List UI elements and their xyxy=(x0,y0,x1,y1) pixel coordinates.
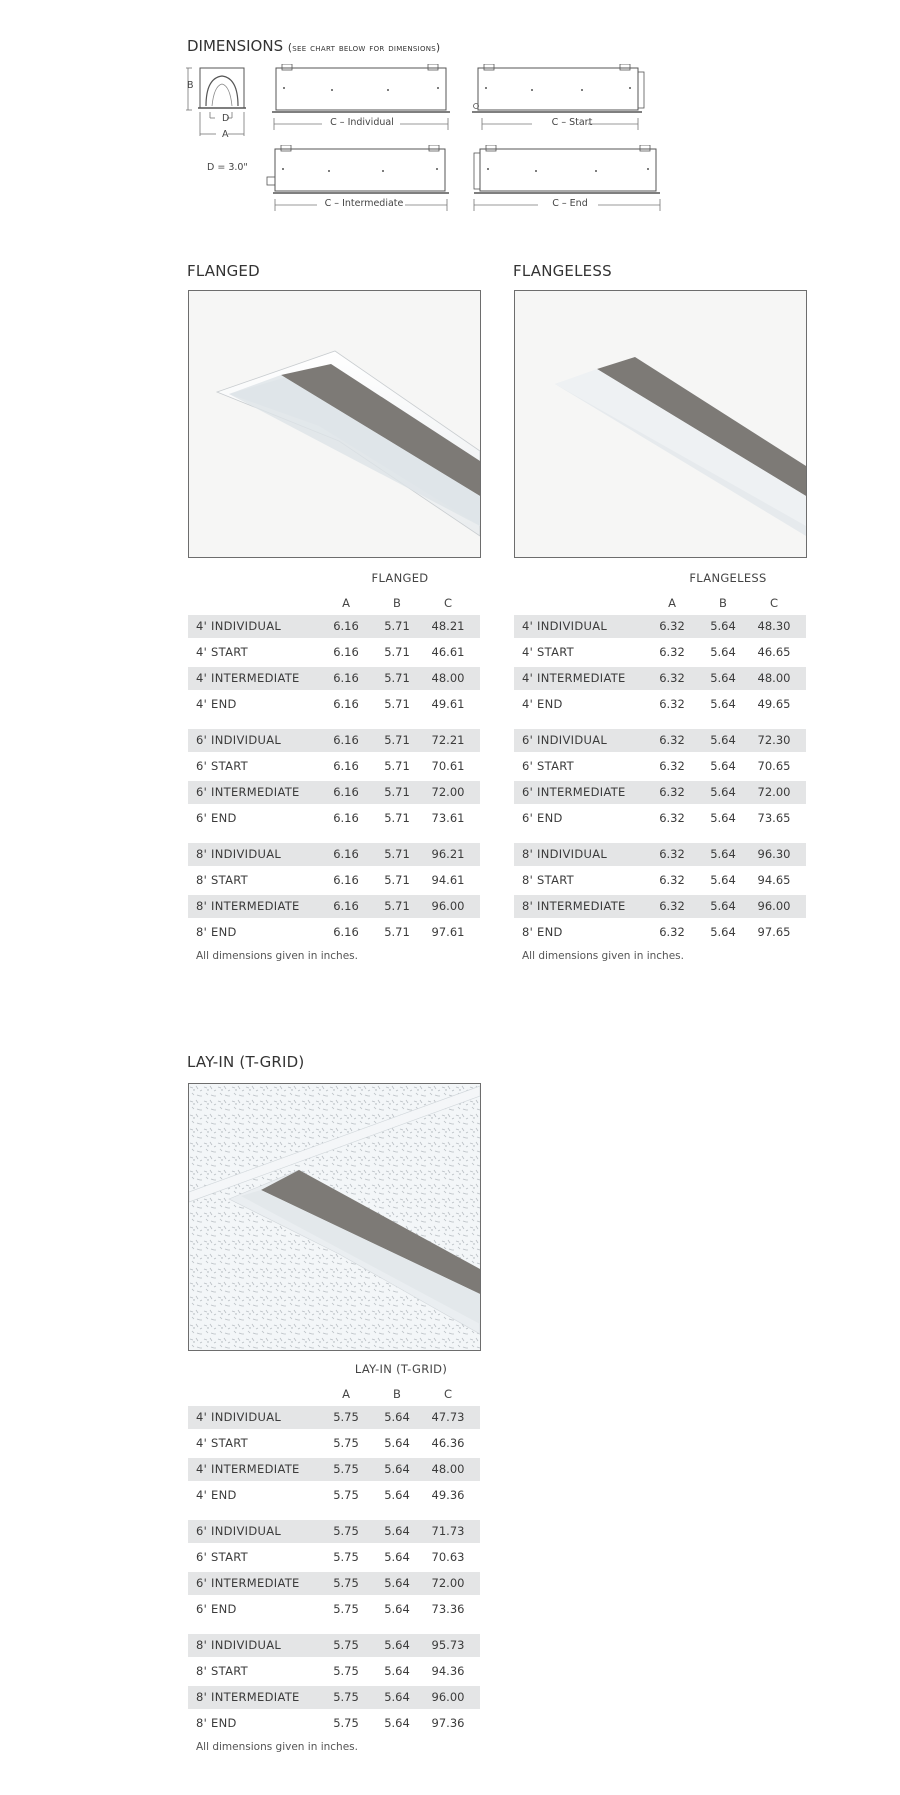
row-label: 8' START xyxy=(522,873,575,887)
dim-label-d: D xyxy=(222,113,230,124)
flanged-table-caption: FLANGED xyxy=(371,571,429,585)
cell-c: 96.30 xyxy=(757,847,791,861)
table-row xyxy=(188,1484,480,1507)
label-c-intermediate: C – Intermediate xyxy=(324,198,404,209)
table-row xyxy=(188,1546,480,1569)
table-row xyxy=(514,755,806,778)
flanged-photo xyxy=(188,290,481,558)
cell-b: 5.64 xyxy=(384,1436,410,1450)
row-label: 8' START xyxy=(196,873,249,887)
cell-b: 5.71 xyxy=(384,873,410,887)
cell-c: 70.61 xyxy=(431,759,465,773)
cell-b: 5.64 xyxy=(710,899,736,913)
row-label: 8' END xyxy=(522,925,563,939)
cell-c: 73.61 xyxy=(431,811,465,825)
row-label: 6' INTERMEDIATE xyxy=(196,785,300,799)
table-row xyxy=(514,781,806,804)
table-row xyxy=(514,869,806,892)
cell-b: 5.64 xyxy=(710,733,736,747)
label-c-end: C – End xyxy=(552,198,588,209)
row-label: 8' END xyxy=(196,1716,237,1730)
cell-c: 94.65 xyxy=(757,873,791,887)
table-row xyxy=(514,921,806,944)
cell-c: 70.65 xyxy=(757,759,791,773)
column-header-c: C xyxy=(769,596,779,610)
dim-label-a: A xyxy=(222,129,229,140)
row-label: 6' START xyxy=(522,759,575,773)
table-row xyxy=(188,1406,480,1429)
cell-a: 6.16 xyxy=(333,847,359,861)
cell-c: 48.00 xyxy=(431,1462,465,1476)
cell-a: 5.75 xyxy=(333,1410,359,1424)
table-row xyxy=(188,921,480,944)
cell-c: 73.36 xyxy=(431,1602,465,1616)
dim-label-b: B xyxy=(187,80,194,91)
layin-table-caption: LAY-IN (T-GRID) xyxy=(354,1362,448,1376)
cell-b: 5.64 xyxy=(710,785,736,799)
cell-c: 95.73 xyxy=(431,1638,465,1652)
cell-a: 6.16 xyxy=(333,697,359,711)
table-row xyxy=(188,667,480,690)
cell-a: 6.32 xyxy=(659,697,685,711)
table-row xyxy=(188,641,480,664)
column-header-c: C xyxy=(443,1387,453,1401)
cell-b: 5.64 xyxy=(384,1462,410,1476)
cell-c: 46.65 xyxy=(757,645,791,659)
cell-a: 5.75 xyxy=(333,1576,359,1590)
cell-c: 72.00 xyxy=(757,785,791,799)
row-label: 6' INDIVIDUAL xyxy=(196,733,282,747)
cell-a: 6.16 xyxy=(333,925,359,939)
cell-b: 5.64 xyxy=(710,925,736,939)
cell-c: 97.36 xyxy=(431,1716,465,1730)
cell-a: 6.32 xyxy=(659,847,685,861)
cell-c: 48.21 xyxy=(431,619,465,633)
table-row xyxy=(188,869,480,892)
cell-c: 72.00 xyxy=(431,785,465,799)
column-header-c: C xyxy=(443,596,453,610)
cell-c: 72.00 xyxy=(431,1576,465,1590)
cell-a: 6.32 xyxy=(659,811,685,825)
cell-c: 48.30 xyxy=(757,619,791,633)
layin-photo xyxy=(188,1083,481,1351)
row-label: 8' INDIVIDUAL xyxy=(196,847,282,861)
cell-a: 6.32 xyxy=(659,785,685,799)
table-row xyxy=(188,895,480,918)
cell-a: 5.75 xyxy=(333,1462,359,1476)
table-row xyxy=(514,615,806,638)
cell-a: 5.75 xyxy=(333,1524,359,1538)
column-header-a: A xyxy=(342,1387,350,1401)
cell-c: 47.73 xyxy=(431,1410,465,1424)
cell-a: 6.32 xyxy=(659,899,685,913)
flangeless-photo xyxy=(514,290,807,558)
table-row xyxy=(188,755,480,778)
dimensions-heading xyxy=(187,37,440,55)
cell-b: 5.64 xyxy=(384,1716,410,1730)
row-label: 4' INDIVIDUAL xyxy=(196,619,282,633)
cell-a: 6.16 xyxy=(333,899,359,913)
cell-b: 5.64 xyxy=(384,1550,410,1564)
row-label: 4' START xyxy=(196,645,249,659)
cell-a: 6.16 xyxy=(333,785,359,799)
cell-c: 46.36 xyxy=(431,1436,465,1450)
row-label: 8' END xyxy=(196,925,237,939)
column-header-a: A xyxy=(668,596,676,610)
layin-heading: LAY-IN (T-GRID) xyxy=(187,1053,305,1071)
cell-b: 5.64 xyxy=(710,873,736,887)
row-label: 4' INDIVIDUAL xyxy=(522,619,608,633)
cell-a: 6.32 xyxy=(659,619,685,633)
dimensions-title: DIMENSIONS xyxy=(187,37,284,55)
cell-b: 5.71 xyxy=(384,847,410,861)
cell-c: 72.21 xyxy=(431,733,465,747)
cell-a: 5.75 xyxy=(333,1488,359,1502)
row-label: 6' END xyxy=(522,811,563,825)
table-row xyxy=(188,781,480,804)
row-label: 4' END xyxy=(196,697,237,711)
row-label: 6' END xyxy=(196,811,237,825)
row-label: 4' INTERMEDIATE xyxy=(196,671,300,685)
flangeless-table-caption: FLANGELESS xyxy=(689,571,767,585)
column-header-b: B xyxy=(393,1387,401,1401)
cell-a: 6.32 xyxy=(659,645,685,659)
row-label: 8' START xyxy=(196,1664,249,1678)
dimensions-note: All dimensions given in inches. xyxy=(522,950,684,962)
cell-b: 5.64 xyxy=(710,697,736,711)
cell-a: 6.32 xyxy=(659,873,685,887)
cell-b: 5.71 xyxy=(384,619,410,633)
table-row xyxy=(188,729,480,752)
cell-a: 5.75 xyxy=(333,1664,359,1678)
cell-c: 46.61 xyxy=(431,645,465,659)
cell-b: 5.64 xyxy=(384,1524,410,1538)
cell-c: 72.30 xyxy=(757,733,791,747)
cell-c: 73.65 xyxy=(757,811,791,825)
cell-b: 5.71 xyxy=(384,785,410,799)
row-label: 4' INDIVIDUAL xyxy=(196,1410,282,1424)
row-label: 4' START xyxy=(522,645,575,659)
cell-b: 5.64 xyxy=(384,1664,410,1678)
table-row xyxy=(188,1686,480,1709)
cell-b: 5.64 xyxy=(710,759,736,773)
row-label: 4' END xyxy=(196,1488,237,1502)
table-row xyxy=(514,807,806,830)
cell-b: 5.64 xyxy=(384,1410,410,1424)
cell-b: 5.64 xyxy=(710,847,736,861)
cell-a: 5.75 xyxy=(333,1436,359,1450)
cell-a: 5.75 xyxy=(333,1602,359,1616)
label-c-individual: C – Individual xyxy=(330,117,394,128)
cell-a: 6.32 xyxy=(659,759,685,773)
table-row xyxy=(188,807,480,830)
row-label: 4' INTERMEDIATE xyxy=(196,1462,300,1476)
row-label: 4' END xyxy=(522,697,563,711)
row-label: 8' INTERMEDIATE xyxy=(196,899,300,913)
table-row xyxy=(188,1598,480,1621)
table-row xyxy=(514,667,806,690)
table-row xyxy=(188,1572,480,1595)
column-header-a: A xyxy=(342,596,350,610)
row-label: 8' INDIVIDUAL xyxy=(196,1638,282,1652)
cell-b: 5.64 xyxy=(384,1638,410,1652)
column-header-b: B xyxy=(719,596,727,610)
cell-c: 49.36 xyxy=(431,1488,465,1502)
cell-a: 5.75 xyxy=(333,1716,359,1730)
cell-b: 5.64 xyxy=(384,1602,410,1616)
cell-a: 6.16 xyxy=(333,619,359,633)
table-row xyxy=(188,1520,480,1543)
cell-a: 6.32 xyxy=(659,925,685,939)
row-label: 4' INTERMEDIATE xyxy=(522,671,626,685)
row-label: 6' INDIVIDUAL xyxy=(522,733,608,747)
row-label: 6' START xyxy=(196,759,249,773)
row-label: 6' INDIVIDUAL xyxy=(196,1524,282,1538)
cell-c: 97.65 xyxy=(757,925,791,939)
cell-b: 5.71 xyxy=(384,645,410,659)
table-row xyxy=(514,729,806,752)
cell-c: 96.21 xyxy=(431,847,465,861)
cell-a: 5.75 xyxy=(333,1638,359,1652)
cell-b: 5.71 xyxy=(384,759,410,773)
cell-a: 6.32 xyxy=(659,733,685,747)
table-row xyxy=(514,693,806,716)
dim-d-value: D = 3.0" xyxy=(207,162,248,173)
cell-a: 6.16 xyxy=(333,733,359,747)
cell-b: 5.71 xyxy=(384,671,410,685)
table-row xyxy=(188,1432,480,1455)
cell-a: 5.75 xyxy=(333,1550,359,1564)
cell-b: 5.64 xyxy=(710,619,736,633)
table-row xyxy=(188,1712,480,1735)
row-label: 4' START xyxy=(196,1436,249,1450)
cell-c: 96.00 xyxy=(757,899,791,913)
cell-c: 48.00 xyxy=(757,671,791,685)
cell-a: 6.32 xyxy=(659,671,685,685)
table-row xyxy=(514,843,806,866)
cell-c: 97.61 xyxy=(431,925,465,939)
row-label: 6' START xyxy=(196,1550,249,1564)
row-label: 8' INDIVIDUAL xyxy=(522,847,608,861)
cell-a: 6.16 xyxy=(333,759,359,773)
cell-b: 5.64 xyxy=(384,1488,410,1502)
cell-b: 5.64 xyxy=(384,1576,410,1590)
cell-a: 5.75 xyxy=(333,1690,359,1704)
flangeless-heading: FLANGELESS xyxy=(513,262,612,280)
cell-b: 5.71 xyxy=(384,811,410,825)
cell-b: 5.64 xyxy=(710,811,736,825)
cell-a: 6.16 xyxy=(333,645,359,659)
cell-a: 6.16 xyxy=(333,873,359,887)
column-header-b: B xyxy=(393,596,401,610)
table-row xyxy=(188,1634,480,1657)
cell-b: 5.64 xyxy=(384,1690,410,1704)
cell-b: 5.64 xyxy=(710,645,736,659)
cell-c: 94.61 xyxy=(431,873,465,887)
table-row xyxy=(514,895,806,918)
cell-c: 49.61 xyxy=(431,697,465,711)
row-label: 8' INTERMEDIATE xyxy=(196,1690,300,1704)
cell-a: 6.16 xyxy=(333,811,359,825)
cell-c: 94.36 xyxy=(431,1664,465,1678)
row-label: 8' INTERMEDIATE xyxy=(522,899,626,913)
table-row xyxy=(188,615,480,638)
cell-a: 6.16 xyxy=(333,671,359,685)
cell-c: 48.00 xyxy=(431,671,465,685)
table-row xyxy=(514,641,806,664)
dimensions-note: All dimensions given in inches. xyxy=(196,1741,358,1753)
row-label: 6' INTERMEDIATE xyxy=(196,1576,300,1590)
cell-c: 70.63 xyxy=(431,1550,465,1564)
cell-c: 49.65 xyxy=(757,697,791,711)
cell-c: 96.00 xyxy=(431,899,465,913)
cell-b: 5.64 xyxy=(710,671,736,685)
flanged-heading: FLANGED xyxy=(187,262,260,280)
label-c-start: C – Start xyxy=(551,117,593,128)
table-row xyxy=(188,1660,480,1683)
cell-b: 5.71 xyxy=(384,925,410,939)
dimensions-subtitle: (see chart below for dimensions) xyxy=(287,42,441,54)
table-row xyxy=(188,1458,480,1481)
row-label: 6' INTERMEDIATE xyxy=(522,785,626,799)
dimensions-note: All dimensions given in inches. xyxy=(196,950,358,962)
cell-c: 71.73 xyxy=(431,1524,465,1538)
cell-b: 5.71 xyxy=(384,697,410,711)
cell-b: 5.71 xyxy=(384,899,410,913)
cell-c: 96.00 xyxy=(431,1690,465,1704)
cell-b: 5.71 xyxy=(384,733,410,747)
table-row xyxy=(188,693,480,716)
row-label: 6' END xyxy=(196,1602,237,1616)
table-row xyxy=(188,843,480,866)
